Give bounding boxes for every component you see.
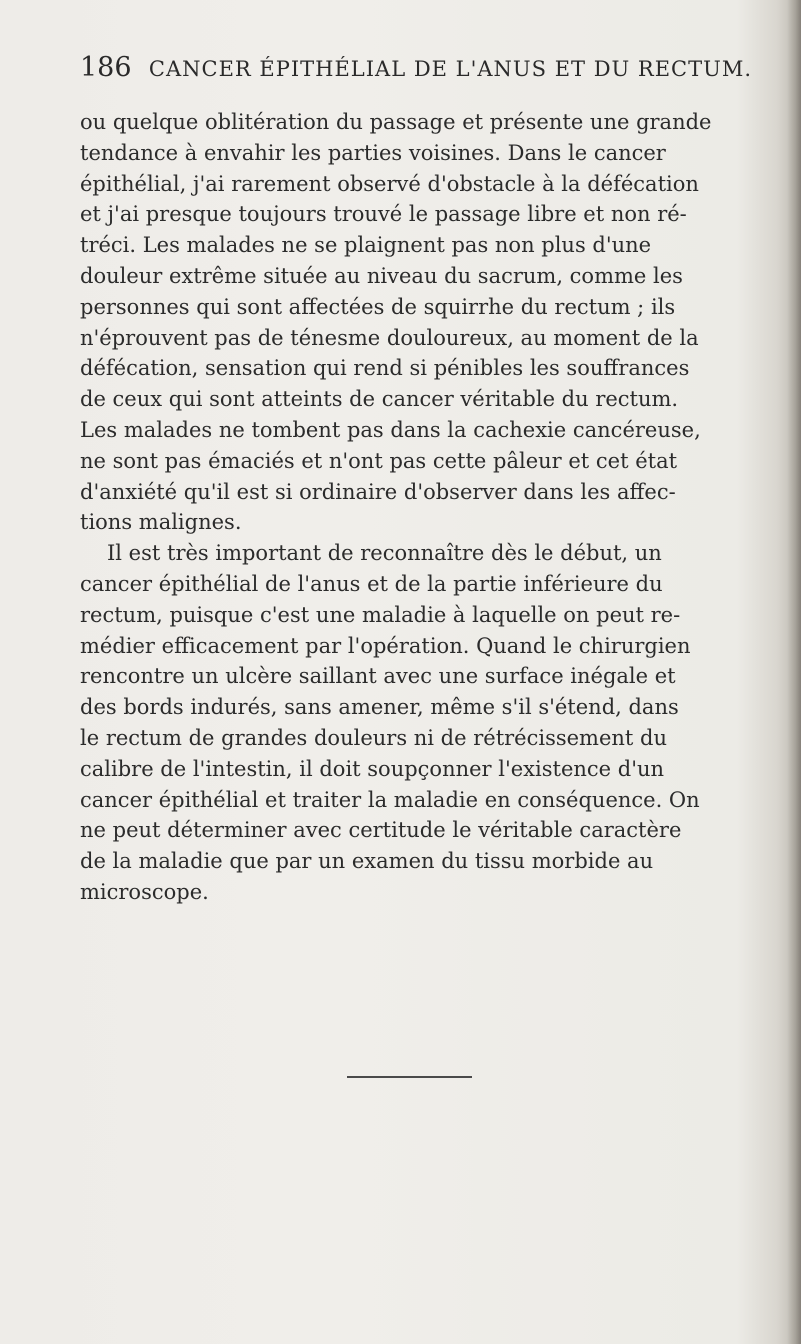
- text-line: défécation, sensation qui rend si pénibles les souffrances: [80, 356, 690, 381]
- page-number: 186: [80, 52, 132, 83]
- text-line: le rectum de grandes douleurs ni de rétrécissement du: [80, 725, 668, 750]
- running-head: [80, 52, 753, 83]
- text-line: tendance à envahir les parties voisines. Dans le cancer: [80, 140, 666, 165]
- text-line: des bords indurés, sans amener, même s'il s'étend, dans: [80, 695, 679, 720]
- chapter-title: CANCER ÉPITHÉLIAL DE L'ANUS ET DU RECTUM.: [148, 57, 753, 81]
- text-line: de la maladie que par un examen du tissu morbide au: [80, 849, 654, 874]
- text-line: calibre de l'intestin, il doit soupçonner l'existence d'un: [80, 756, 665, 781]
- text-line: rencontre un ulcère saillant avec une surface inégale et: [80, 664, 676, 689]
- text-line: tréci. Les malades ne se plaignent pas non plus d'une: [80, 233, 652, 258]
- text-line: cancer épithélial et traiter la maladie en conséquence. On: [80, 787, 700, 812]
- text-line: épithélial, j'ai rarement observé d'obstacle à la défécation: [80, 171, 699, 196]
- text-line: Les malades ne tombent pas dans la cachexie cancéreuse,: [80, 417, 701, 442]
- text-line: et j'ai presque toujours trouvé le passage libre et non ré-: [80, 202, 687, 227]
- text-line: n'éprouvent pas de ténesme douloureux, au moment de la: [80, 325, 699, 350]
- text-line: médier efficacement par l'opération. Quand le chirurgien: [80, 633, 691, 658]
- text-line: ne sont pas émaciés et n'ont pas cette pâleur et cet état: [80, 448, 678, 473]
- text-line: tions malignes.: [80, 510, 242, 535]
- text-line: d'anxiété qu'il est si ordinaire d'observer dans les affec-: [80, 479, 676, 504]
- body-text: [80, 107, 744, 908]
- text-line: cancer épithélial de l'anus et de la partie inférieure du: [80, 571, 663, 596]
- text-line: microscope.: [80, 879, 209, 904]
- page-edge-shadow: [787, 0, 801, 1344]
- text-line: douleur extrême située au niveau du sacrum, comme les: [80, 263, 683, 288]
- text-line: ne peut déterminer avec certitude le véritable caractère: [80, 818, 682, 843]
- text-line: de ceux qui sont atteints de cancer véritable du rectum.: [80, 387, 679, 412]
- section-end-rule: [347, 1076, 472, 1078]
- text-line: ou quelque oblitération du passage et présente une grande: [80, 110, 712, 134]
- text-line: rectum, puisque c'est une maladie à laquelle on peut re-: [80, 602, 681, 627]
- text-line: personnes qui sont affectées de squirrhe du rectum ; ils: [80, 294, 676, 319]
- paragraph-start-line: Il est très important de reconnaître dès le début, un: [107, 541, 662, 566]
